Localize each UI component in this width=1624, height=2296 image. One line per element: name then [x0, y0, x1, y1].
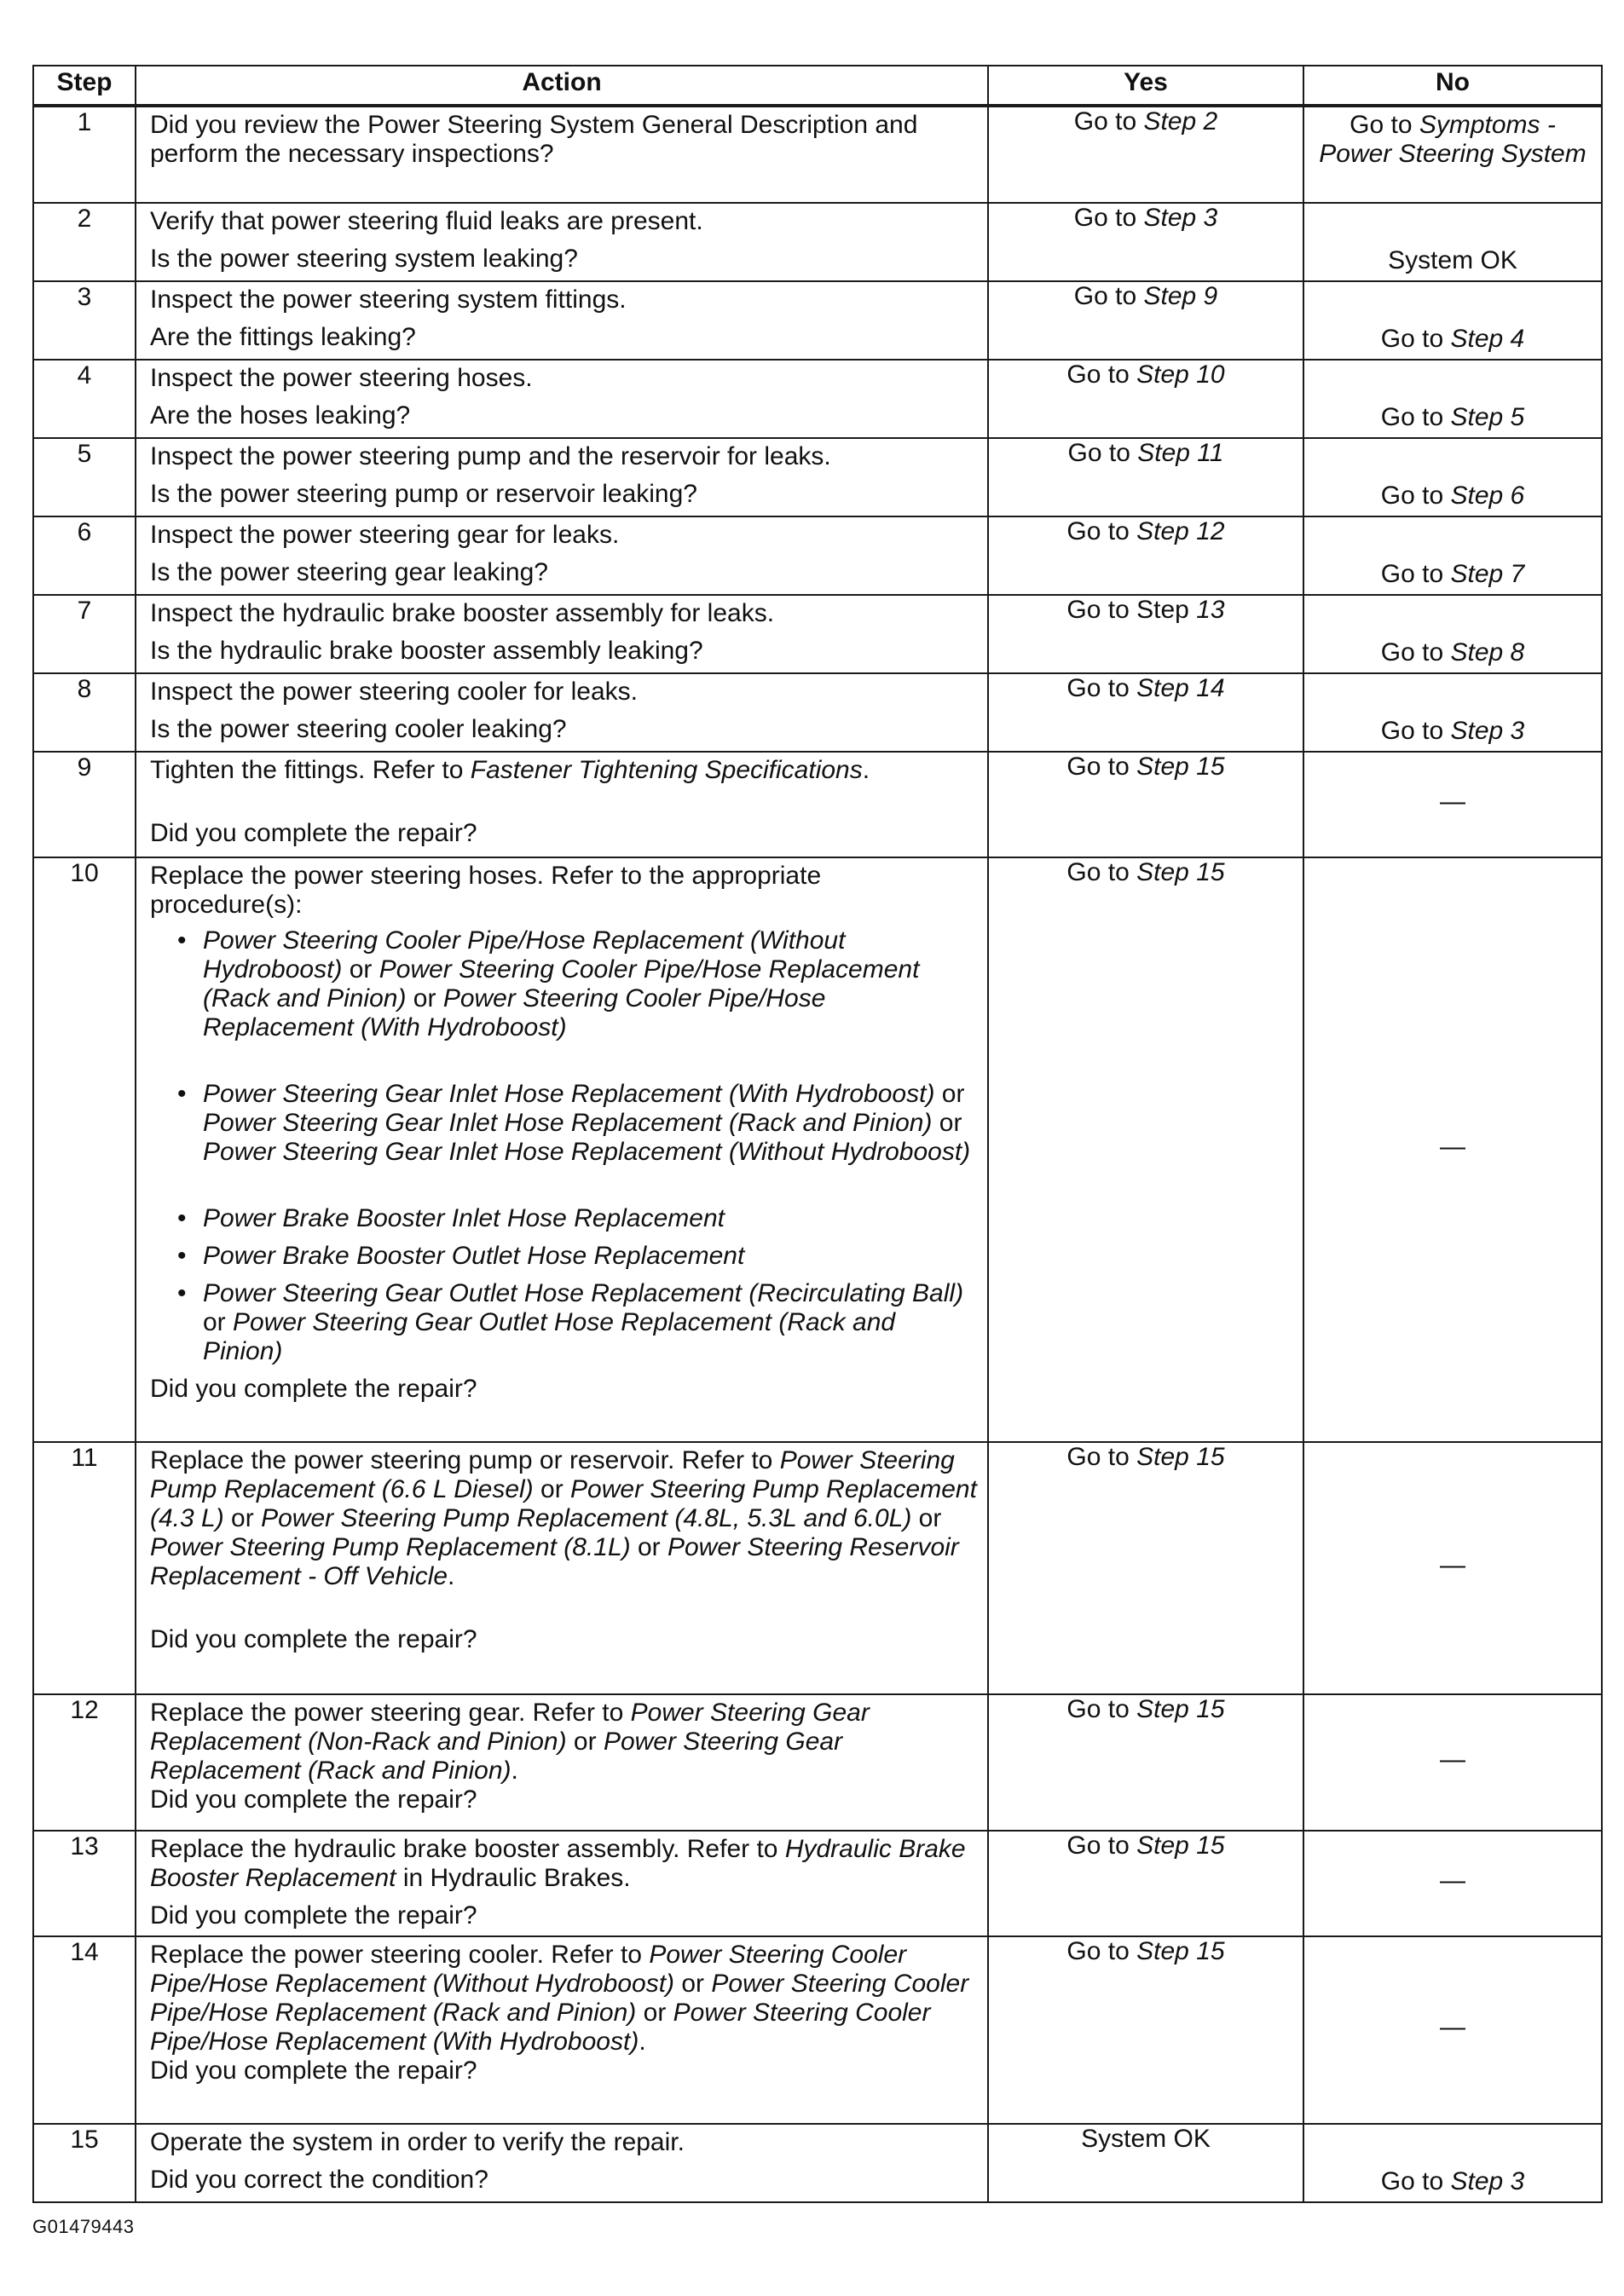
diagnostic-table — [32, 65, 1603, 2203]
table-row — [33, 673, 1602, 752]
procedure-item — [150, 1080, 977, 1167]
yes-prefix: Go to — [1073, 107, 1144, 136]
yes-step-ref: Step 3 — [1143, 204, 1218, 232]
yes-prefix: Go to Step — [1066, 596, 1197, 624]
no-step-ref: Step 6 — [1450, 482, 1525, 510]
yes-prefix: Go to — [1073, 282, 1144, 310]
no-cell — [1303, 673, 1602, 752]
no-step-ref: Step 4 — [1450, 325, 1525, 353]
step-number: 10 — [33, 857, 136, 1442]
table-row — [33, 438, 1602, 516]
figure-id: G01479443 — [32, 2216, 135, 2237]
yes-cell — [988, 1936, 1303, 2124]
table-row — [33, 857, 1602, 1442]
no-prefix: Go to — [1380, 638, 1451, 666]
action-cell — [136, 438, 988, 516]
no-prefix: Go to — [1380, 325, 1451, 353]
procedure-ref: Power Steering Gear Inlet Hose Replacement (With Hydroboost) — [203, 1080, 935, 1108]
action-question: Did you complete the repair? — [150, 819, 477, 847]
action-cell — [136, 360, 988, 438]
action-cell — [136, 595, 988, 673]
action-instruction: Inspect the power steering hoses. — [150, 364, 533, 392]
action-question: Did you complete the repair? — [150, 2057, 477, 2085]
header-step: Step — [33, 66, 136, 106]
yes-step-ref: Step 10 — [1136, 361, 1225, 389]
step-number: 5 — [33, 438, 136, 516]
no-cell — [1303, 360, 1602, 438]
action-question: Did you complete the repair? — [150, 1375, 477, 1403]
action-reference: Power Steering Gear Replacement (Non-Rack and Pinion) — [150, 1699, 870, 1756]
action-cell — [136, 1442, 988, 1694]
yes-cell — [988, 106, 1303, 203]
action-text-segment: in Hydraulic Brakes. — [396, 1864, 631, 1892]
table-row — [33, 752, 1602, 857]
no-cell — [1303, 1694, 1602, 1831]
action-cell — [136, 673, 988, 752]
yes-step-ref: Step 15 — [1136, 858, 1225, 886]
action-text-segment: . — [448, 1562, 455, 1590]
action-instruction — [150, 1699, 977, 1785]
yes-cell — [988, 1442, 1303, 1694]
yes-step-ref: Step 15 — [1136, 1443, 1225, 1471]
action-reference: Power Steering Cooler Pipe/Hose Replacement (Without Hydroboost) — [150, 1941, 907, 1998]
bullet-glyph: • — [177, 1204, 187, 1232]
no-step-ref: Step 3 — [1450, 2167, 1525, 2195]
action-reference: Power Steering Pump Replacement (4.8L, 5.3L and 6.0L) — [261, 1504, 912, 1532]
action-question: Did you complete the repair? — [150, 1901, 477, 1930]
action-cell — [136, 1936, 988, 2124]
procedure-ref: Power Steering Cooler Pipe/Hose Replacement (Rack and Pinion) — [203, 955, 920, 1012]
yes-step-ref: Step 15 — [1136, 1695, 1225, 1723]
procedure-list — [150, 926, 977, 1366]
procedure-item — [150, 1204, 977, 1233]
yes-prefix: Go to — [1066, 1695, 1137, 1723]
action-reference: Power Steering Cooler Pipe/Hose Replacement (With Hydroboost) — [150, 1999, 931, 2056]
table-row — [33, 595, 1602, 673]
yes-prefix: Go to — [1066, 517, 1137, 545]
yes-cell — [988, 2124, 1303, 2202]
procedure-ref: Power Brake Booster Outlet Hose Replacement — [203, 1242, 745, 1270]
action-text-segment: or — [911, 1504, 942, 1532]
yes-prefix: Go to — [1066, 753, 1137, 781]
yes-cell — [988, 203, 1303, 281]
action-instruction — [150, 756, 977, 785]
procedure-item — [150, 1242, 977, 1271]
action-cell — [136, 281, 988, 360]
no-cell — [1303, 857, 1602, 1442]
action-cell — [136, 106, 988, 203]
action-question: Is the power steering system leaking? — [150, 245, 578, 273]
yes-prefix: Go to — [1066, 1832, 1137, 1860]
yes-prefix: Go to — [1066, 674, 1137, 702]
no-cell — [1303, 281, 1602, 360]
action-text-segment: Replace the power steering cooler. Refer to — [150, 1941, 650, 1969]
action-instruction: Replace the power steering hoses. Refer to the appropriate procedure(s): — [150, 862, 822, 919]
step-number: 6 — [33, 516, 136, 595]
no-dash: — — [1440, 1745, 1465, 1774]
procedure-joiner: or — [934, 1080, 965, 1108]
step-number: 12 — [33, 1694, 136, 1831]
no-prefix: Go to — [1380, 2167, 1451, 2195]
action-instruction: Inspect the power steering system fittings. — [150, 286, 627, 314]
step-number: 7 — [33, 595, 136, 673]
step-number: 15 — [33, 2124, 136, 2202]
action-text: Did you review the Power Steering System General Description and perform the necessary inspections? — [150, 111, 918, 168]
table-row — [33, 1442, 1602, 1694]
procedure-ref: Power Steering Cooler Pipe/Hose Replacement (With Hydroboost) — [203, 984, 826, 1041]
bullet-glyph: • — [177, 1080, 187, 1108]
no-prefix: Go to — [1380, 560, 1451, 588]
action-text-segment: or — [566, 1728, 604, 1756]
table-row — [33, 1936, 1602, 2124]
action-question: Is the hydraulic brake booster assembly leaking? — [150, 637, 703, 665]
procedure-joiner: or — [342, 955, 379, 984]
table-header-row — [33, 66, 1602, 106]
yes-cell — [988, 1831, 1303, 1936]
yes-cell — [988, 516, 1303, 595]
yes-prefix: Go to — [1066, 858, 1137, 886]
action-question: Is the power steering pump or reservoir leaking? — [150, 480, 697, 508]
step-number: 1 — [33, 106, 136, 203]
procedure-joiner: or — [932, 1109, 962, 1137]
step-number: 13 — [33, 1831, 136, 1936]
yes-step-ref: Step 12 — [1136, 517, 1225, 545]
yes-step-ref: Step 15 — [1136, 1832, 1225, 1860]
action-text-segment: or — [533, 1475, 571, 1503]
step-number: 2 — [33, 203, 136, 281]
action-cell — [136, 857, 988, 1442]
action-instruction: Verify that power steering fluid leaks are present. — [150, 207, 703, 235]
yes-prefix: System OK — [1081, 2125, 1211, 2153]
table-row — [33, 360, 1602, 438]
action-question: Are the fittings leaking? — [150, 323, 416, 351]
yes-cell — [988, 857, 1303, 1442]
table-row — [33, 106, 1602, 203]
action-instruction — [150, 1941, 977, 2057]
no-dash: — — [1440, 1866, 1465, 1895]
step-number: 3 — [33, 281, 136, 360]
yes-step-ref: 13 — [1196, 596, 1225, 624]
action-text-segment: . — [862, 756, 870, 784]
header-no: No — [1303, 66, 1602, 106]
action-instruction: Inspect the hydraulic brake booster assembly for leaks. — [150, 599, 775, 627]
step-number: 11 — [33, 1442, 136, 1694]
action-reference: Power Steering Reservoir Replacement - Off Vehicle — [150, 1533, 959, 1590]
action-question: Did you complete the repair? — [150, 1625, 477, 1653]
no-prefix: Go to — [1380, 717, 1451, 745]
no-cell — [1303, 595, 1602, 673]
action-reference: Power Steering Gear Replacement (Rack and Pinion) — [150, 1728, 843, 1785]
yes-step-ref: Step 15 — [1136, 1937, 1225, 1965]
action-instruction: Inspect the power steering pump and the reservoir for leaks. — [150, 442, 831, 470]
yes-cell — [988, 360, 1303, 438]
procedure-ref: Power Steering Gear Outlet Hose Replacement (Recirculating Ball) — [203, 1279, 964, 1307]
yes-prefix: Go to — [1066, 1443, 1137, 1471]
no-cell — [1303, 1831, 1602, 1936]
action-text-segment: . — [639, 2028, 646, 2056]
action-cell — [136, 1694, 988, 1831]
procedure-joiner: or — [406, 984, 443, 1012]
action-question: Did you correct the condition? — [150, 2166, 488, 2194]
no-cell — [1303, 106, 1602, 203]
table-row — [33, 1831, 1602, 1936]
table-row — [33, 203, 1602, 281]
no-prefix: Go to — [1349, 111, 1419, 139]
action-reference: Power Steering Cooler Pipe/Hose Replacement (Rack and Pinion) — [150, 1970, 969, 2027]
action-question: Are the hoses leaking? — [150, 401, 411, 430]
no-dash: — — [1440, 1551, 1465, 1579]
action-text-segment: . — [511, 1757, 518, 1785]
yes-step-ref: Step 14 — [1136, 674, 1225, 702]
yes-cell — [988, 1694, 1303, 1831]
yes-step-ref: Step 2 — [1143, 107, 1218, 136]
no-cell — [1303, 1936, 1602, 2124]
step-number: 4 — [33, 360, 136, 438]
header-action: Action — [136, 66, 988, 106]
procedure-item — [150, 926, 977, 1042]
action-reference: Power Steering Pump Replacement (8.1L) — [150, 1533, 631, 1561]
action-text-segment: Replace the power steering pump or reservoir. Refer to — [150, 1446, 780, 1474]
action-instruction — [150, 1446, 977, 1591]
procedure-ref: Power Brake Booster Inlet Hose Replacement — [203, 1204, 725, 1232]
action-instruction: Inspect the power steering gear for leaks. — [150, 521, 620, 549]
action-question: Is the power steering gear leaking? — [150, 558, 548, 586]
procedure-joiner: or — [203, 1308, 234, 1336]
yes-prefix: Go to — [1067, 439, 1138, 467]
action-question: Is the power steering cooler leaking? — [150, 715, 567, 743]
no-prefix: Go to — [1380, 482, 1451, 510]
no-cell — [1303, 752, 1602, 857]
action-text-segment: or — [630, 1533, 668, 1561]
table-row — [33, 1694, 1602, 1831]
procedure-ref: Power Steering Gear Inlet Hose Replacement (Without Hydroboost) — [203, 1138, 971, 1166]
step-number: 8 — [33, 673, 136, 752]
procedure-ref: Power Steering Gear Inlet Hose Replacement (Rack and Pinion) — [203, 1109, 933, 1137]
step-number: 14 — [33, 1936, 136, 2124]
action-text-segment: or — [223, 1504, 262, 1532]
yes-step-ref: Step 9 — [1143, 282, 1218, 310]
no-cell — [1303, 516, 1602, 595]
action-reference: Hydraulic Brake Booster Replacement — [150, 1835, 966, 1892]
action-cell — [136, 516, 988, 595]
table-row — [33, 516, 1602, 595]
action-text-segment: Tighten the fittings. Refer to — [150, 756, 471, 784]
no-cell — [1303, 1442, 1602, 1694]
yes-step-ref: Step 11 — [1137, 439, 1224, 467]
yes-step-ref: Step 15 — [1136, 753, 1225, 781]
no-prefix: System OK — [1388, 246, 1517, 274]
yes-prefix: Go to — [1066, 361, 1137, 389]
no-step-ref: Step 8 — [1450, 638, 1525, 666]
action-reference: Power Steering Pump Replacement (6.6 L Diesel) — [150, 1446, 955, 1503]
no-cell — [1303, 203, 1602, 281]
procedure-item — [150, 1279, 977, 1366]
yes-prefix: Go to — [1073, 204, 1144, 232]
yes-cell — [988, 595, 1303, 673]
no-dash: — — [1440, 787, 1465, 816]
action-instruction: Operate the system in order to verify the repair. — [150, 2128, 685, 2156]
action-instruction: Inspect the power steering cooler for leaks. — [150, 678, 638, 706]
action-question: Did you complete the repair? — [150, 1785, 477, 1814]
yes-cell — [988, 281, 1303, 360]
table-row — [33, 2124, 1602, 2202]
table-row — [33, 281, 1602, 360]
action-text-segment: or — [636, 1999, 673, 2027]
action-text-segment: or — [674, 1970, 712, 1998]
action-cell — [136, 752, 988, 857]
step-number: 9 — [33, 752, 136, 857]
procedure-ref: Power Steering Gear Outlet Hose Replacement (Rack and Pinion) — [203, 1308, 896, 1365]
no-dash: — — [1440, 1133, 1465, 1161]
no-step-ref: Step 3 — [1450, 717, 1525, 745]
yes-cell — [988, 438, 1303, 516]
no-step-ref: Symptoms - Power Steering System — [1319, 111, 1586, 168]
action-instruction — [150, 1835, 977, 1893]
yes-cell — [988, 752, 1303, 857]
procedure-ref: Power Steering Cooler Pipe/Hose Replacement (Without Hydroboost) — [203, 926, 846, 984]
action-reference: Power Steering Pump Replacement (4.3 L) — [150, 1475, 977, 1532]
bullet-glyph: • — [177, 926, 187, 955]
action-text-segment: Replace the hydraulic brake booster assembly. Refer to — [150, 1835, 785, 1863]
no-step-ref: Step 7 — [1450, 560, 1525, 588]
no-dash: — — [1440, 2013, 1465, 2041]
bullet-glyph: • — [177, 1279, 187, 1307]
action-cell — [136, 203, 988, 281]
action-reference: Fastener Tightening Specifications — [470, 756, 863, 784]
no-cell — [1303, 2124, 1602, 2202]
no-step-ref: Step 5 — [1450, 403, 1525, 431]
no-cell — [1303, 438, 1602, 516]
no-prefix: Go to — [1380, 403, 1451, 431]
action-cell — [136, 2124, 988, 2202]
yes-cell — [988, 673, 1303, 752]
action-cell — [136, 1831, 988, 1936]
bullet-glyph: • — [177, 1242, 187, 1270]
action-text-segment: Replace the power steering gear. Refer to — [150, 1699, 631, 1727]
header-yes: Yes — [988, 66, 1303, 106]
yes-prefix: Go to — [1066, 1937, 1137, 1965]
